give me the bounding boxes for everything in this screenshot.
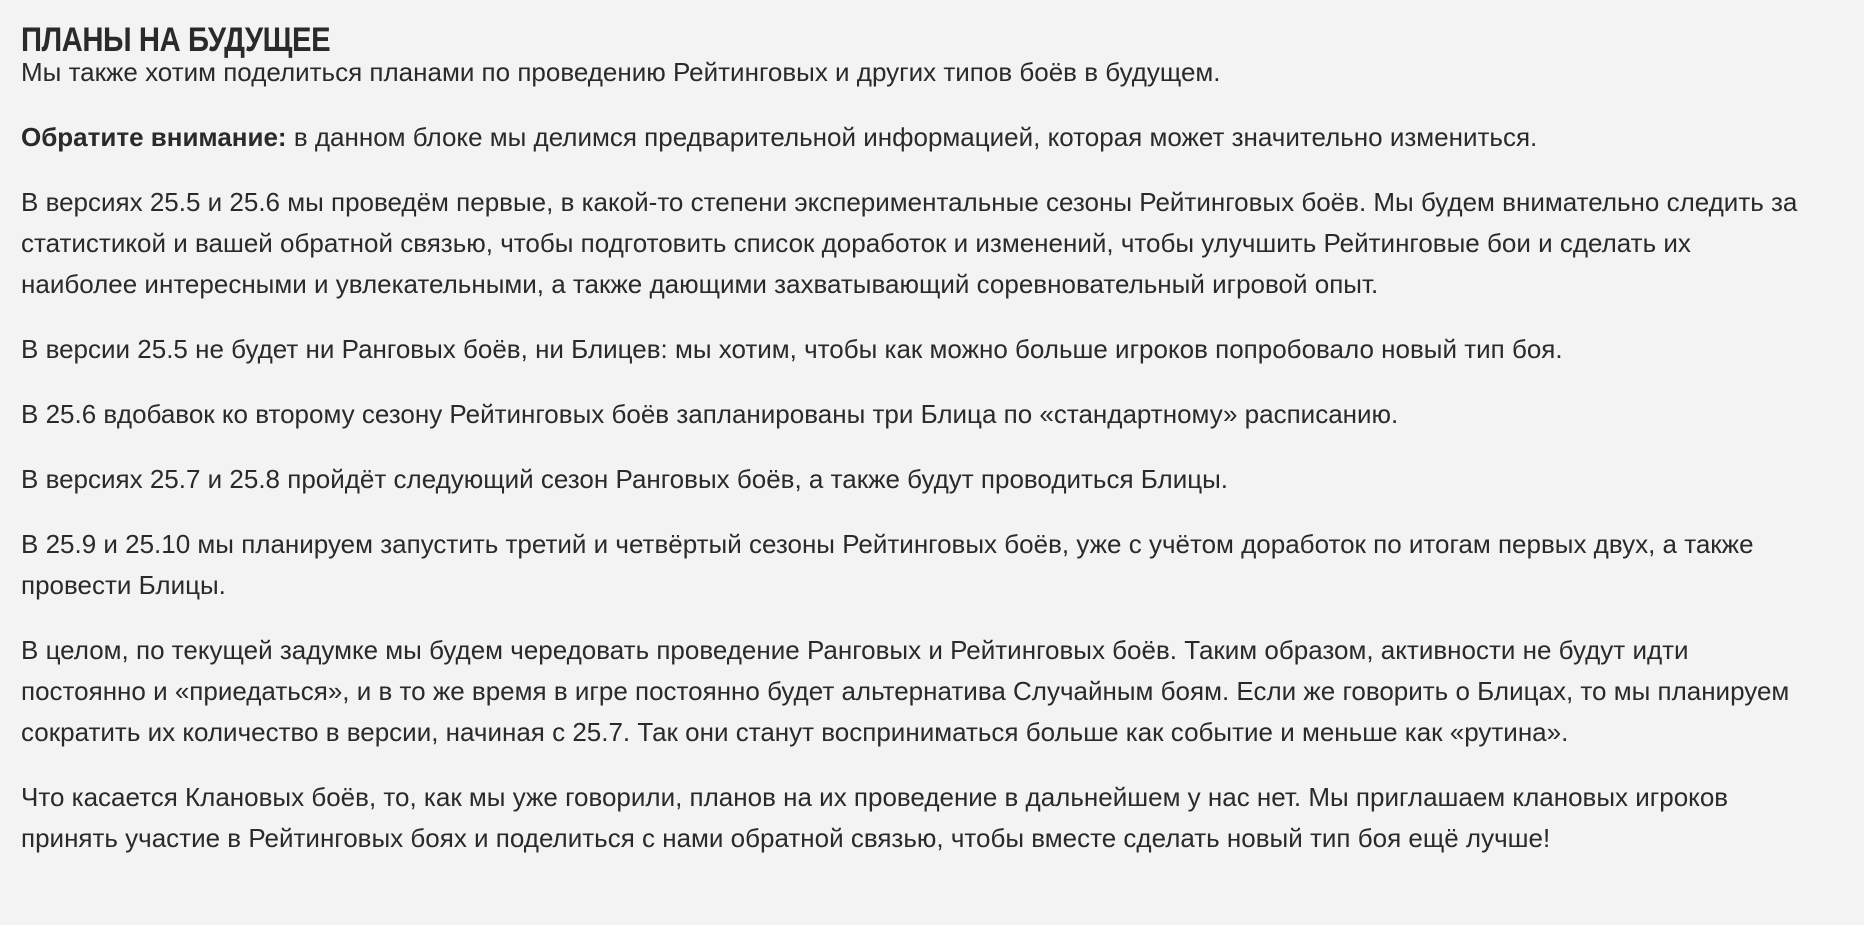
section-heading: ПЛАНЫ НА БУДУЩЕЕ (21, 21, 331, 59)
paragraph-version-25-5: В версии 25.5 не будет ни Ранговых боёв, ни Блицев: мы хотим, чтобы как можно больше игроков попробовало новый тип боя. (21, 334, 1563, 364)
paragraph-versions-25-9-25-10: В 25.9 и 25.10 мы планируем запустить третий и четвёртый сезоны Рейтинговых боёв, уже с учётом доработок по итогам первых двух, а также провести Блицы. (21, 529, 1754, 600)
paragraph-versions-25-5-25-6: В версиях 25.5 и 25.6 мы проведём первые, в какой-то степени экспериментальные сезоны Рейтинговых боёв. Мы будем внимательно следить за статистикой и вашей обратной связью, чтобы подготовить список доработок и изменений, чтобы улучшить Рейтинговые бои и сделать их наиболее интересными и увлекательными, а также дающими захватывающий соревновательный игровой опыт. (21, 187, 1798, 299)
notice-label: Обратите внимание: (21, 122, 287, 152)
paragraph-version-25-6: В 25.6 вдобавок ко второму сезону Рейтинговых боёв запланированы три Блица по «стандартному» расписанию. (21, 399, 1399, 429)
paragraph-versions-25-7-25-8: В версиях 25.7 и 25.8 пройдёт следующий сезон Ранговых боёв, а также будут проводиться Блицы. (21, 464, 1229, 494)
paragraph-general-plan: В целом, по текущей задумке мы будем чередовать проведение Ранговых и Рейтинговых боёв. Таким образом, активности не будут идти постоянно и «приедаться», и в то же время в игре постоянно будет альтернатива Случайным боям. Если же говорить о Блицах, то мы планируем сократить их количество в версии, начиная с 25.7. Так они станут восприниматься больше как событие и меньше как «рутина». (21, 635, 1790, 747)
intro-paragraph: Мы также хотим поделиться планами по проведению Рейтинговых и других типов боёв в будущем. (21, 57, 1221, 87)
notice-paragraph (21, 117, 1801, 158)
paragraph-clan-battles: Что касается Клановых боёв, то, как мы уже говорили, планов на их проведение в дальнейшем у нас нет. Мы приглашаем клановых игроков принять участие в Рейтинговых боях и поделиться с нами обратной связью, чтобы вместе сделать новый тип боя ещё лучше! (21, 782, 1729, 853)
notice-text: в данном блоке мы делимся предварительной информацией, которая может значительно измениться. (286, 122, 1538, 152)
